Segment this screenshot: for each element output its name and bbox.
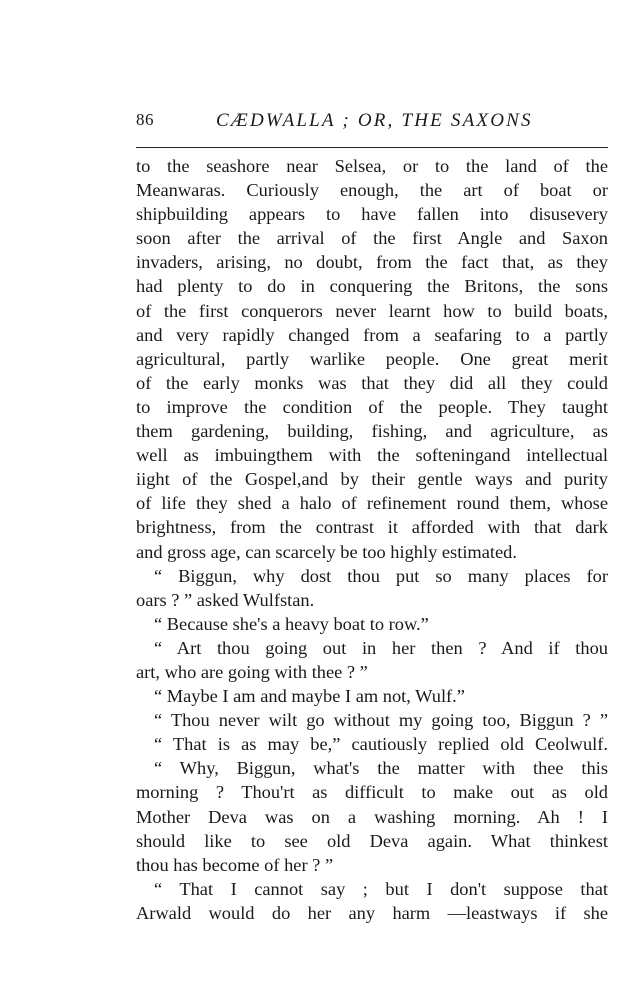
- text-line: shipbuilding appears to have fallen into disusevery: [136, 204, 608, 225]
- page-number: 86: [136, 110, 154, 129]
- text-line: “ Why, Biggun, what's the matter with thee this: [154, 758, 608, 779]
- text-line: “ Biggun, why dost thou put so many places for: [154, 565, 608, 586]
- text-line: had plenty to do in conquering the Britons, the sons: [136, 276, 608, 297]
- text-line: and very rapidly changed from a seafaring to a partly: [136, 324, 608, 345]
- text-line: them gardening, building, fishing, and agriculture, as: [136, 421, 608, 442]
- text-line: Meanwaras. Curiously enough, the art of boat or: [136, 180, 608, 201]
- text-line: “ Because she's a heavy boat to row.”: [154, 613, 429, 634]
- body-text: [136, 154, 608, 925]
- text-line: iight of the Gospel,and by their gentle ways and purity: [136, 469, 608, 490]
- text-line: should like to see old Deva again. What thinkest: [136, 830, 608, 851]
- text-line: Arwald would do her any harm —leastways if she: [136, 902, 608, 923]
- text-line: brightness, from the contrast it afforded with that dark: [136, 517, 608, 538]
- text-line: of the first conquerors never learnt how to build boats,: [136, 300, 608, 321]
- text-line: “ Maybe I am and maybe I am not, Wulf.”: [154, 686, 465, 707]
- text-line: well as imbuingthem with the softeningand intellectual: [136, 445, 608, 466]
- text-line: Mother Deva was on a washing morning. Ah ! I: [136, 806, 608, 827]
- header-rule: [136, 147, 608, 148]
- text-line: of life they shed a halo of refinement round them, whose: [136, 493, 608, 514]
- text-line: oars ? ” asked Wulfstan.: [136, 589, 315, 610]
- text-line: morning ? Thou'rt as difficult to make out as old: [136, 782, 608, 803]
- text-line: invaders, arising, no doubt, from the fact that, as they: [136, 252, 608, 273]
- text-line: to the seashore near Selsea, or to the land of the: [136, 156, 608, 176]
- text-line: agricultural, partly warlike people. One great merit: [136, 348, 608, 369]
- text-line: “ That I cannot say ; but I don't suppose that: [154, 878, 608, 899]
- text-line: and gross age, can scarcely be too highly estimated.: [136, 541, 517, 562]
- text-line: soon after the arrival of the first Angle and Saxon: [136, 228, 608, 249]
- text-line: thou has become of her ? ”: [136, 854, 334, 875]
- running-title: CÆDWALLA ; OR, THE SAXONS: [216, 110, 533, 131]
- text-line: “ That is as may be,” cautiously replied old Ceolwulf.: [154, 734, 608, 755]
- text-line: “ Art thou going out in her then ? And if thou: [154, 637, 608, 658]
- running-head: [136, 110, 608, 140]
- text-line: “ Thou never wilt go without my going too, Biggun ? ”: [154, 710, 608, 731]
- text-line: art, who are going with thee ? ”: [136, 661, 368, 682]
- text-line: of the early monks was that they did all they could: [136, 372, 608, 393]
- text-line: to improve the condition of the people. They taught: [136, 396, 608, 417]
